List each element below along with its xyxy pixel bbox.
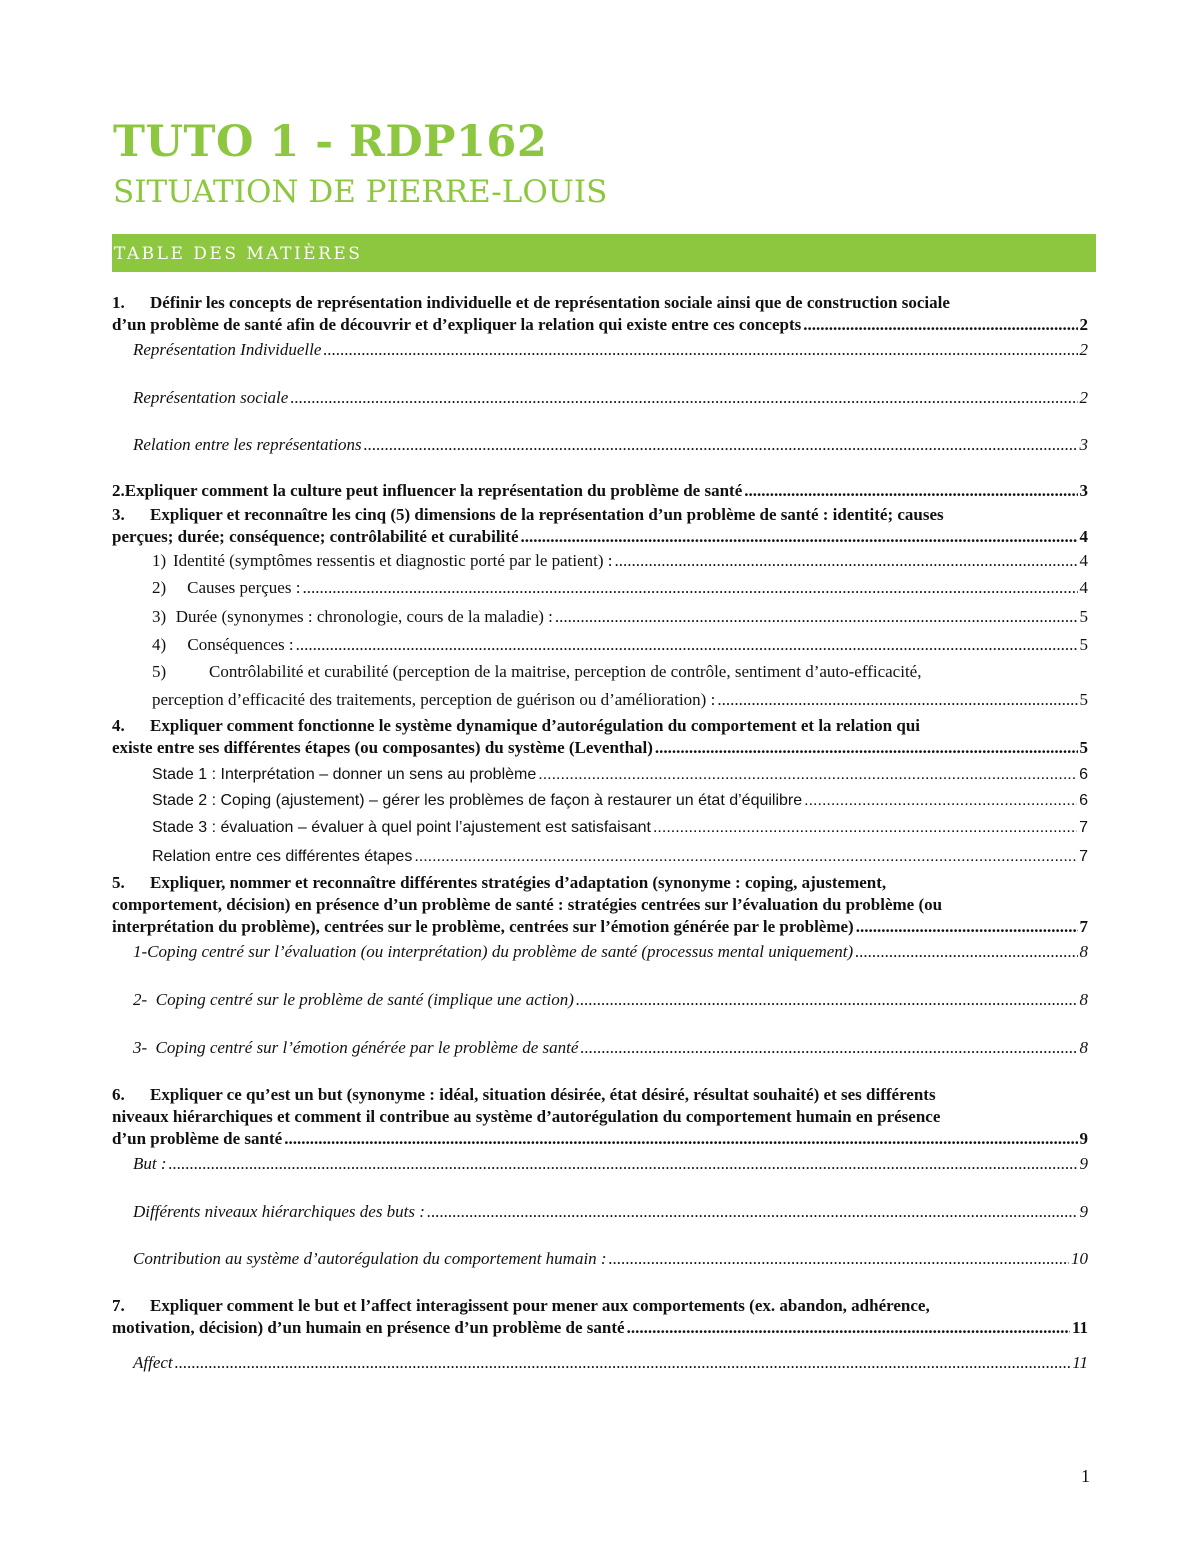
dot-leader xyxy=(855,941,1077,963)
toc-entry-text-line: Expliquer et reconnaître les cinq (5) dimensions de la représentation d’un problème de santé : identité; causes xyxy=(150,505,944,524)
toc-entry-stade-1[interactable] xyxy=(152,764,1088,786)
dot-leader xyxy=(521,526,1078,548)
toc-entry-page: 5 xyxy=(1079,635,1088,654)
toc-entry-text-line: niveaux hiérarchiques et comment il contribue au système d’autorégulation du comportement humain en présence xyxy=(112,1107,941,1126)
toc-entry-page: 10 xyxy=(1071,1249,1088,1268)
toc-entry-stade-3[interactable] xyxy=(152,817,1088,839)
toc-entry-number: 1- xyxy=(133,942,148,961)
toc-entry-text: Différents niveaux hiérarchiques des buts : xyxy=(133,1202,425,1221)
toc-entry-causes-percues[interactable] xyxy=(152,577,1088,599)
dot-leader xyxy=(364,434,1078,456)
toc-entry-text-line: perçues; durée; conséquence; contrôlabilité et curabilité xyxy=(112,527,519,546)
footer-page-number: 1 xyxy=(1081,1466,1090,1486)
dot-leader xyxy=(653,817,1077,839)
toc-entry-number: 3. xyxy=(112,505,125,524)
toc-entry-text-line: perception d’efficacité des traitements, perception de guérison ou d’amélioration) : xyxy=(152,690,716,709)
toc-entry-number: 2- xyxy=(133,990,148,1009)
toc-entry-text: Stade 2 : Coping (ajustement) – gérer les problèmes de façon à restaurer un état d’équilibre xyxy=(152,792,803,809)
toc-entry-representation-sociale[interactable] xyxy=(133,387,1088,409)
toc-entry-relation-representations[interactable] xyxy=(133,434,1088,456)
toc-entry-number: 3) xyxy=(152,607,167,626)
toc-entry-page: 5 xyxy=(1079,607,1088,626)
page-subtitle: SITUATION DE PIERRE-LOUIS xyxy=(113,174,608,210)
toc-entry-page: 6 xyxy=(1079,792,1088,809)
toc-entry-text: Conséquences : xyxy=(187,635,294,654)
toc-entry-4[interactable] xyxy=(112,715,1088,759)
toc-entry-text: Relation entre les représentations xyxy=(133,435,362,454)
toc-entry-number: 5. xyxy=(112,873,125,892)
toc-entry-niveaux-hierarchiques[interactable] xyxy=(133,1201,1088,1223)
toc-entry-number: 5) xyxy=(152,662,167,681)
toc-entry-number: 1) xyxy=(152,551,167,570)
toc-entry-2[interactable] xyxy=(112,480,1088,502)
toc-entry-text-line: d’un problème de santé afin de découvrir et d’expliquer la relation qui existe entre ces concepts xyxy=(112,315,802,334)
toc-entry-text: Représentation Individuelle xyxy=(133,340,322,359)
toc-entry-text: Représentation sociale xyxy=(133,388,289,407)
toc-entry-3[interactable] xyxy=(112,504,1088,548)
toc-entry-text-line: Expliquer comment la culture peut influencer la représentation du problème de santé xyxy=(124,481,743,500)
toc-entry-page: 8 xyxy=(1079,1038,1088,1057)
dot-leader xyxy=(744,480,1077,502)
dot-leader xyxy=(655,737,1078,759)
dot-leader xyxy=(175,1352,1071,1374)
toc-entry-controlabilite[interactable] xyxy=(152,661,1088,711)
toc-entry-page: 8 xyxy=(1079,942,1088,961)
dot-leader xyxy=(169,1153,1078,1175)
dot-leader xyxy=(284,1128,1077,1150)
toc-entry-text-line: existe entre ses différentes étapes (ou composantes) du système (Leventhal) xyxy=(112,738,653,757)
dot-leader xyxy=(803,314,1077,336)
toc-entry-page: 4 xyxy=(1079,527,1088,546)
toc-entry-7[interactable] xyxy=(112,1295,1088,1339)
toc-entry-page: 2 xyxy=(1079,388,1088,407)
toc-entry-page: 6 xyxy=(1079,766,1088,783)
dot-leader xyxy=(627,1317,1070,1339)
toc-entry-coping-probleme[interactable] xyxy=(133,989,1088,1011)
toc-entry-page: 7 xyxy=(1079,848,1088,865)
toc-entry-representation-individuelle[interactable] xyxy=(133,339,1088,361)
toc-entry-text: But : xyxy=(133,1154,167,1173)
toc-entry-page: 11 xyxy=(1071,1318,1088,1337)
toc-entry-page: 5 xyxy=(1079,690,1088,709)
toc-entry-page: 3 xyxy=(1079,435,1088,454)
toc-entry-page: 9 xyxy=(1079,1154,1088,1173)
toc-entry-text: Coping centré sur le problème de santé (implique une action) xyxy=(155,990,574,1009)
toc-entry-coping-emotion[interactable] xyxy=(133,1037,1088,1059)
toc-entry-number: 6. xyxy=(112,1085,125,1104)
toc-entry-text: Coping centré sur l’émotion générée par le problème de santé xyxy=(155,1038,579,1057)
dot-leader xyxy=(414,846,1077,868)
toc-entry-text-line: Définir les concepts de représentation individuelle et de représentation sociale ainsi que de construction sociale xyxy=(150,293,950,312)
toc-entry-relation-etapes[interactable] xyxy=(152,846,1088,868)
toc-entry-contribution[interactable] xyxy=(133,1248,1088,1270)
toc-entry-text: Durée (synonymes : chronologie, cours de la maladie) : xyxy=(175,607,553,626)
toc-entry-page: 7 xyxy=(1079,819,1088,836)
toc-entry-text-line: Expliquer comment fonctionne le système dynamique d’autorégulation du comportement et la relation qui xyxy=(150,716,921,735)
dot-leader xyxy=(296,634,1078,656)
dot-leader xyxy=(427,1201,1078,1223)
toc-entry-5[interactable] xyxy=(112,872,1088,938)
toc-entry-text: Coping centré sur l’évaluation (ou interprétation) du problème de santé (processus mental uniquement) xyxy=(147,942,854,961)
toc-entry-text: Affect xyxy=(133,1353,173,1372)
toc-entry-page: 11 xyxy=(1072,1353,1088,1372)
toc-entry-text: Contribution au système d’autorégulation du comportement humain : xyxy=(133,1249,607,1268)
toc-entry-text: Relation entre ces différentes étapes xyxy=(152,848,413,865)
dot-leader xyxy=(555,606,1078,628)
toc-entry-page: 7 xyxy=(1079,917,1088,936)
dot-leader xyxy=(609,1248,1069,1270)
dot-leader xyxy=(856,916,1078,938)
toc-entry-number: 2) xyxy=(152,578,167,597)
toc-entry-identite[interactable] xyxy=(152,550,1088,572)
dot-leader xyxy=(323,339,1077,361)
toc-entry-page: 8 xyxy=(1079,990,1088,1009)
toc-entry-page: 2 xyxy=(1079,315,1088,334)
toc-entry-page: 2 xyxy=(1079,340,1088,359)
toc-entry-number: 2. xyxy=(112,481,125,500)
toc-entry-number: 4) xyxy=(152,635,167,654)
toc-entry-page: 3 xyxy=(1079,481,1088,500)
dot-leader xyxy=(804,790,1077,812)
toc-heading: TABLE DES MATIÈRES xyxy=(114,244,363,264)
toc-entry-consequences[interactable] xyxy=(152,634,1088,656)
toc-entry-page: 4 xyxy=(1079,551,1088,570)
toc-entry-text: Stade 3 : évaluation – évaluer à quel point l’ajustement est satisfaisant xyxy=(152,819,651,836)
toc-entry-number: 4. xyxy=(112,716,125,735)
toc-entry-number: 7. xyxy=(112,1296,125,1315)
dot-leader xyxy=(576,989,1078,1011)
toc-entry-text: Stade 1 : Interprétation – donner un sens au problème xyxy=(152,766,537,783)
dot-leader xyxy=(615,550,1078,572)
toc-entry-text-line: interprétation du problème), centrées sur le problème, centrées sur l’émotion générée par le problème) xyxy=(112,917,854,936)
page-title: TUTO 1 - RDP162 xyxy=(113,117,548,167)
toc-entry-text-line: motivation, décision) d’un humain en présence d’un problème de santé xyxy=(112,1318,625,1337)
toc-entry-6[interactable] xyxy=(112,1084,1088,1150)
dot-leader xyxy=(538,764,1077,786)
dot-leader xyxy=(290,387,1077,409)
toc-entry-number: 1. xyxy=(112,293,125,312)
toc-entry-text-line: Expliquer comment le but et l’affect interagissent pour mener aux comportements (ex. abandon, adhérence, xyxy=(150,1296,930,1315)
toc-entry-text-line: d’un problème de santé xyxy=(112,1129,283,1148)
toc-entry-text-line: Expliquer ce qu’est un but (synonyme : idéal, situation désirée, état désiré, résultat souhaité) et ses différents xyxy=(150,1085,936,1104)
toc-entry-page: 4 xyxy=(1079,578,1088,597)
toc-entry-text-line: comportement, décision) en présence d’un problème de santé : stratégies centrées sur l’évaluation du problème (ou xyxy=(112,895,943,914)
toc-entry-text: Causes perçues : xyxy=(187,578,301,597)
toc-entry-coping-evaluation[interactable] xyxy=(133,941,1088,963)
toc-entry-page: 9 xyxy=(1079,1129,1088,1148)
dot-leader xyxy=(717,689,1077,711)
toc-entry-text: Identité (symptômes ressentis et diagnostic porté par le patient) : xyxy=(172,551,613,570)
dot-leader xyxy=(302,577,1077,599)
toc-entry-text-line: Expliquer, nommer et reconnaître différentes stratégies d’adaptation (synonyme : coping, ajustement, xyxy=(150,873,887,892)
toc-entry-stade-2[interactable] xyxy=(152,790,1088,812)
toc-entry-page: 9 xyxy=(1079,1202,1088,1221)
toc-entry-affect[interactable] xyxy=(133,1352,1088,1374)
toc-entry-duree[interactable] xyxy=(152,606,1088,628)
toc-entry-text-line: Contrôlabilité et curabilité (perception de la maitrise, perception de contrôle, sentiment d’auto-efficacité, xyxy=(209,662,922,681)
toc-entry-1[interactable] xyxy=(112,292,1088,336)
dot-leader xyxy=(580,1037,1077,1059)
toc-entry-page: 5 xyxy=(1079,738,1088,757)
toc-entry-number: 3- xyxy=(133,1038,148,1057)
toc-entry-but[interactable] xyxy=(133,1153,1088,1175)
